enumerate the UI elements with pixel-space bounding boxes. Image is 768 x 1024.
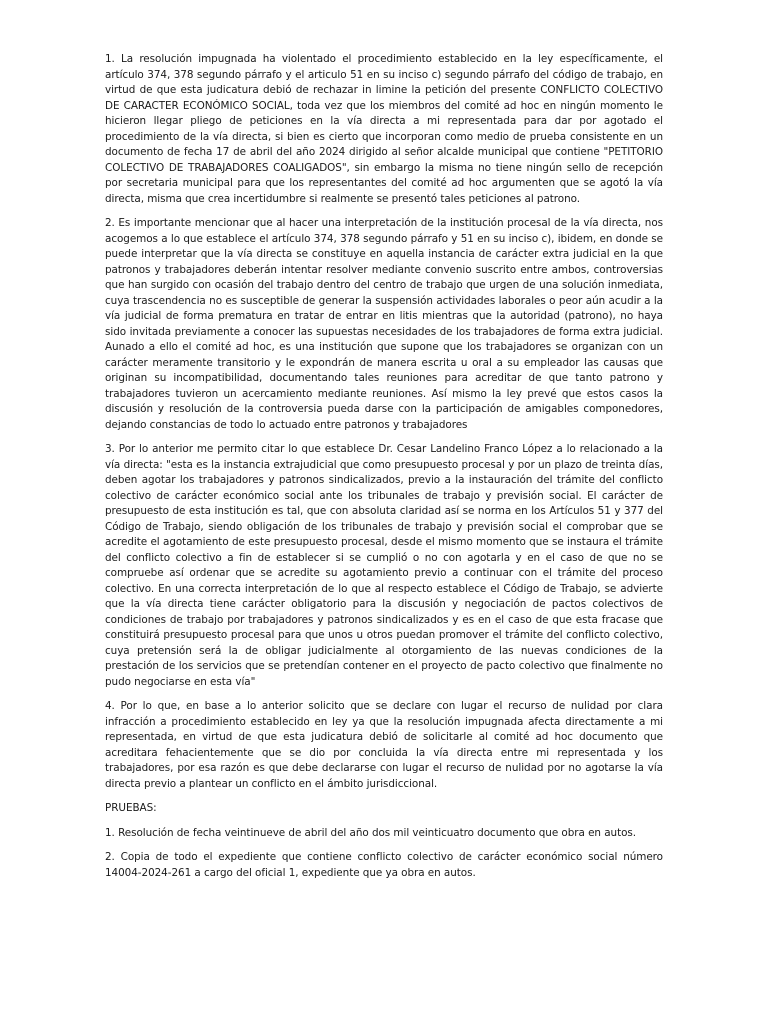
paragraph-3: 3. Por lo anterior me permito citar lo que establece Dr. Cesar Landelino Franco López a lo relacionado a la vía directa: "esta es la instancia extrajudicial que como presupuesto procesal y por un plazo de treinta días, deben agotar los trabajadores y patronos sindicalizados, previo a la instauración del trámite del conflicto colectivo de carácter económico social ante los tribunales de trabajo y previsión social. El carácter de presupuesto de esta institución es tal, que con absoluta claridad así se norma en los Artículos 51 y 377 del Código de Trabajo, siendo obligación de los tribunales de trabajo y previsión social el comprobar que se acredite el agotamiento de este presupuesto procesal, desde el mismo momento que se instaura el trámite del conflicto colectivo a fin de establecer si se cumplió o no con agotarla y en el caso de que no se compruebe así ordenar que se acredite su agotamiento previo a continuar con el trámite del proceso colectivo. En una correcta interpretación de lo que al respecto establece el Código de Trabajo, se advierte que la vía directa tiene carácter obligatorio para la discusión y negociación de pactos colectivos de condiciones de trabajo por trabajadores y patronos sindicalizados y es en el caso de que esta fracase que constituirá presupuesto procesal para que unos u otros puedan promover el trámite del conflicto colectivo, cuya pretensión será la de obligar judicialmente al otorgamiento de las nuevas condiciones de la prestación de los servicios que se pretendían contener en el proyecto de pacto colectivo que finalmente no pudo negociarse en esta vía" [105, 443, 663, 688]
paragraph-4: 4. Por lo que, en base a lo anterior solicito que se declare con lugar el recurso de nulidad por clara infracción a procedimiento establecido en ley ya que la resolución impugnada afecta directamente a mi representada, en virtud de que esta judicatura debió de solicitarle al comité ad hoc documento que acreditara fehacientemente que se dio por concluida la vía directa entre mi representada y los trabajadores, por esa razón es que debe declararse con lugar el recurso de nulidad por no agotarse la vía directa previo a plantear un conflicto en el ámbito jurisdiccional. [105, 700, 663, 790]
evidence-item-1: 1. Resolución de fecha veintinueve de abril del año dos mil veinticuatro documento que obra en autos. [105, 826, 637, 839]
paragraph-2: 2. Es importante mencionar que al hacer una interpretación de la institución procesal de la vía directa, nos acogemos a lo que establece el artículo 374, 378 segundo párrafo y 51 en su inciso c), ibidem, en donde se puede interpretar que la vía directa se constituye en aquella instancia de carácter extra judicial en la que patronos y trabajadores deberán intentar resolver mediante convenio suscrito entre ambos, controversias que han surgido con ocasión del trabajo dentro del centro de trabajo que urgen de una solución inmediata, cuya trascendencia no es susceptible de generar la suspensión actividades laborales o peor aún acudir a la vía judicial de forma prematura en tratar de entrar en litis mientras que la autoridad (patrono), no haya sido invitada previamente a conocer las supuestas necesidades de los trabajadores de forma extra judicial. Aunado a ello el comité ad hoc, es una institución que supone que los trabajadores se organizan con un carácter meramente transitorio y le expondrán de manera escrita u oral a su empleador las causas que originan su incompatibilidad, documentando tales reuniones para acreditar de que tanto patrono y trabajadores tuvieron un acercamiento mediante reuniones. Así mismo la ley prevé que estos casos la discusión y resolución de la controversia pueda darse con la participación de amigables componedores, dejando constancias de todo lo actuado entre patronos y trabajadores [105, 217, 663, 431]
evidence-item-2: 2. Copia de todo el expediente que contiene conflicto colectivo de carácter económico social número 14004-2024-261 a cargo del oficial 1, expediente que ya obra en autos. [105, 851, 663, 879]
evidence-heading: PRUEBAS: [105, 802, 157, 814]
document-body [105, 52, 663, 890]
paragraph-1: 1. La resolución impugnada ha violentado el procedimiento establecido en la ley específicamente, el artículo 374, 378 segundo párrafo y el articulo 51 en su inciso c) segundo párrafo del código de trabajo, en virtud de que esta judicatura debió de rechazar in limine la petición del presente CONFLICTO COLECTIVO DE CARACTER ECONÓMICO SOCIAL, toda vez que los miembros del comité ad hoc en ningún momento le hicieron llegar pliego de peticiones en la vía directa a mi representada para dar por agotado el procedimiento de la vía directa, si bien es cierto que incorporan como medio de prueba consistente en un documento de fecha 17 de abril del año 2024 dirigido al señor alcalde municipal que contiene "PETITORIO COLECTIVO DE TRABAJADORES COALIGADOS", sin embargo la misma no tiene ningún sello de recepción por secretaria municipal para que los representantes del comité ad hoc argumenten que se agotó la vía directa, misma que crea incertidumbre si realmente se presentó tales peticiones al patrono. [105, 53, 663, 205]
